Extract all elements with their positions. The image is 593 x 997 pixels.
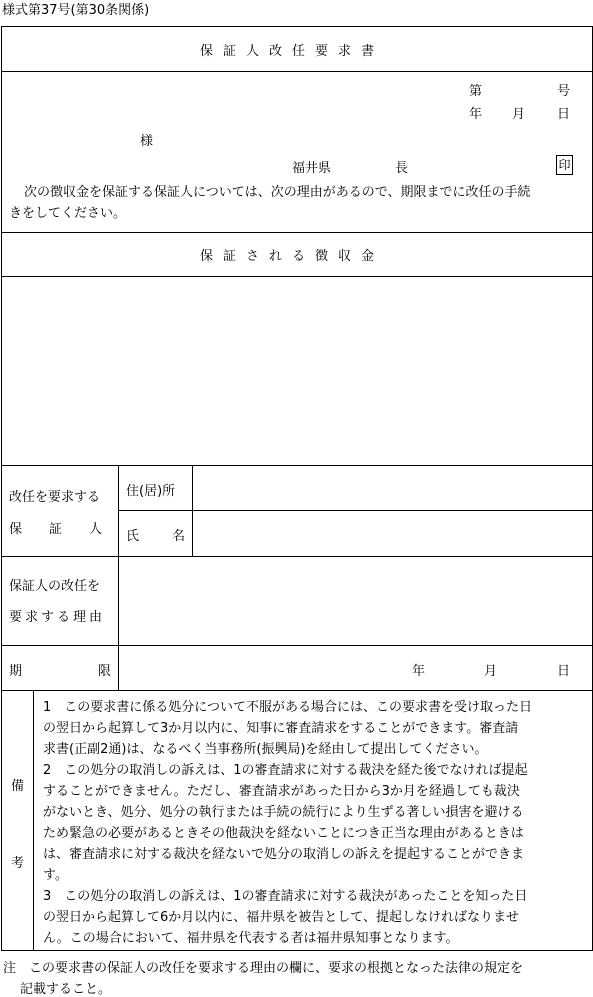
frame-left [1, 26, 2, 950]
deadline-day: 日 [557, 664, 571, 679]
footnote-line1: 注 この要求書の保証人の改任を要求する理由の欄に、要求の根拠となった法律の規定を [3, 961, 524, 976]
divider-address [118, 510, 593, 511]
page-title: 保証人改任要求書 [200, 44, 385, 59]
intro-text-line2: きをしてください。 [9, 206, 127, 221]
guaranteed-amount-heading: 保証される徴収金 [200, 249, 385, 264]
remarks-line: 3 この処分の取消しの訴えは、1の審査請求に対する裁決があったことを知った日 [43, 889, 528, 904]
remarks-line: の翌日から起算して3か月以内に、知事に審査請求をすることができます。審査請 [43, 721, 519, 736]
remarks-line: ため緊急の必要があるときその他裁決を経ないことにつき正当な理由があるときは [43, 826, 524, 841]
divider-deadline [1, 690, 593, 691]
remarks-line: がないとき、処分、処分の執行または手続の続行により生ずる著しい損害を避ける [43, 805, 524, 820]
remarks-label-divider [33, 690, 34, 950]
address-label: 住(居)所 [126, 484, 176, 499]
deadline-label: 期限 [9, 664, 188, 679]
name-label: 氏名 [126, 529, 219, 544]
doc-number-suffix: 号 [557, 84, 571, 99]
divider-title [1, 71, 593, 72]
remarks-line: 求書(正副2通)は、なるべく当事務所(振興局)を経由して提出してください。 [43, 742, 488, 757]
remarks-label-bottom: 考 [11, 856, 25, 871]
remarks-line: は、審査請求に対する裁決を経ないで処分の取消しの訴えを提起することができま [43, 847, 525, 862]
label-column-divider [118, 465, 119, 690]
remarks-line: 1 この要求書に係る処分について不服がある場合には、この要求書を受け取った日 [43, 700, 533, 715]
guarantor-label-line2: 保証人 [9, 522, 130, 537]
reason-label-line1: 保証人の改任を [9, 579, 101, 594]
guarantor-label-line1: 改任を要求する [9, 490, 101, 505]
seal-stamp-box: 印 [556, 155, 573, 175]
doc-number-label: 第 [469, 84, 483, 99]
date-year: 年 [469, 107, 483, 122]
divider-guarantor [1, 556, 593, 557]
remarks-line: す。 [43, 868, 68, 883]
intro-text-line1: 次の徴収金を保証する保証人については、次の理由があるので、期限までに改任の手続 [24, 185, 531, 200]
issuer-title: 長 [395, 161, 409, 176]
remarks-line: 2 この処分の取消しの訴えは、1の審査請求に対する裁決を経た後でなければ提起 [43, 763, 528, 778]
deadline-month: 月 [484, 664, 498, 679]
remarks-label-top: 備 [11, 779, 25, 794]
frame-top [1, 26, 593, 27]
form-number: 様式第37号(第30条関係) [2, 3, 150, 18]
footnote-line2: 記載すること。 [20, 982, 112, 997]
divider-guaranteed-heading [1, 276, 593, 277]
remarks-line: の翌日から起算して6か月以内に、福井県を被告として、提起しなければなりませ [43, 910, 520, 925]
divider-header [1, 232, 593, 233]
remarks-line: ん。この場合において、福井県を代表する者は福井県知事となります。 [43, 931, 459, 946]
remarks-line: することができません。ただし、審査請求があった日から3か月を経過しても裁決 [43, 784, 520, 799]
date-day: 日 [557, 107, 571, 122]
addressee-suffix: 様 [140, 134, 154, 149]
date-month: 月 [512, 107, 526, 122]
issuer-prefecture: 福井県 [292, 161, 332, 176]
frame-bottom [1, 950, 593, 951]
divider-reason [1, 645, 593, 646]
remarks-text [43, 697, 532, 949]
divider-guaranteed-body [1, 465, 593, 466]
deadline-year: 年 [412, 664, 426, 679]
reason-label-line2: 要求する理由 [9, 610, 106, 625]
